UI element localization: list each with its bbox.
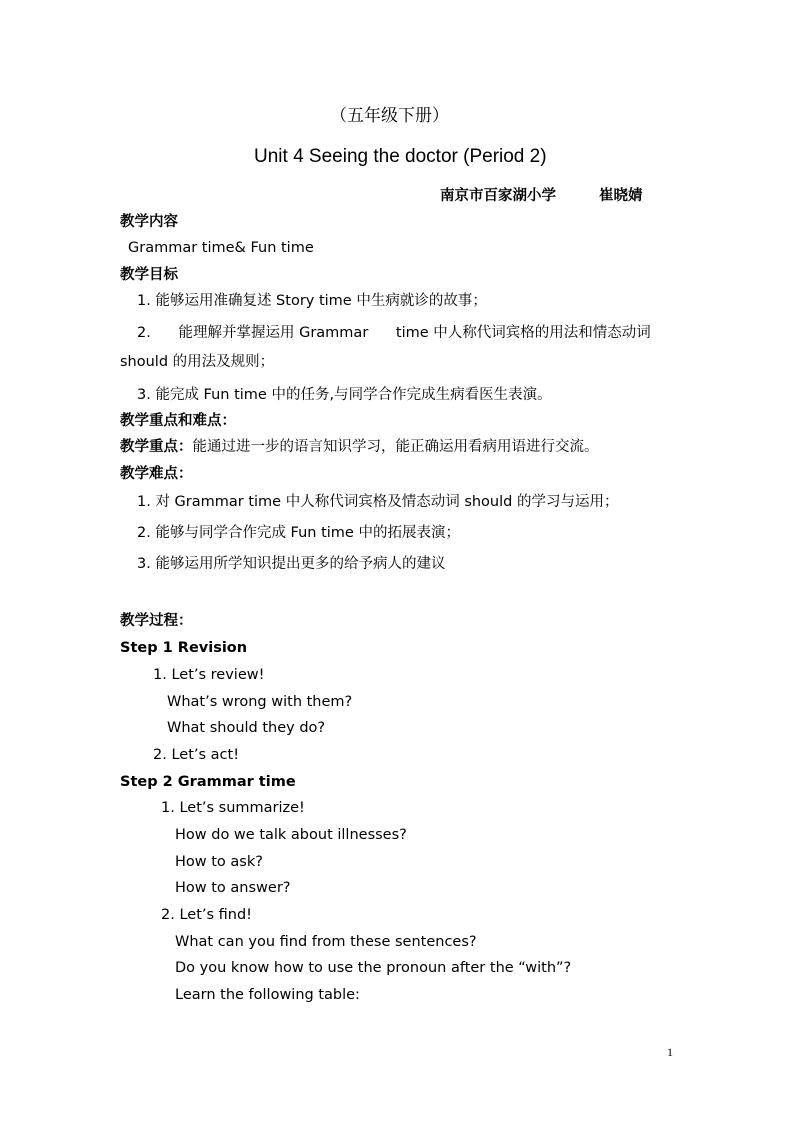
step2-title: Step 2 Grammar time bbox=[120, 774, 296, 790]
process-heading: 教学过程： bbox=[120, 613, 193, 629]
step1-title: Step 1 Revision bbox=[120, 640, 248, 656]
step1-question-2: What should they do? bbox=[167, 720, 326, 736]
step1-item-2: 2. Let’s act! bbox=[153, 747, 240, 763]
step2-item-1: 1. Let’s summarize! bbox=[161, 800, 305, 816]
objective-item-3: 3. 能完成 Fun time 中的任务,与同学合作完成生病看医生表演。 bbox=[137, 387, 552, 403]
objective-item-2-cont: should 的用法及规则； bbox=[120, 354, 275, 370]
step2-item-2: 2. Let’s find! bbox=[161, 907, 252, 923]
step2-question-1: How do we talk about illnesses? bbox=[175, 827, 407, 843]
key-point bbox=[120, 437, 599, 457]
objective-item-2: 2. 能理解并掌握运用 Grammar time 中人称代词宾格的用法和情态动词 bbox=[137, 325, 651, 341]
step1-item-1: 1. Let’s review! bbox=[153, 667, 265, 683]
school-name: 南京市百家湖小学 bbox=[440, 188, 556, 204]
step2-question-5: Do you know how to use the pronoun after the “with”? bbox=[175, 960, 572, 976]
step2-question-2: How to ask? bbox=[175, 854, 263, 870]
objective-item-1: 1. 能够运用准确复述 Story time 中生病就诊的故事； bbox=[137, 293, 487, 309]
step1-question-1: What’s wrong with them? bbox=[167, 694, 353, 710]
page-number: 1 bbox=[667, 1045, 673, 1059]
key-point-label: 教学重点： bbox=[120, 439, 193, 455]
grade-label: （五年级下册） bbox=[330, 106, 449, 126]
step2-question-6: Learn the following table: bbox=[175, 987, 360, 1003]
difficult-item-1: 1. 对 Grammar time 中人称代词宾格及情态动词 should 的学习与运用； bbox=[137, 494, 619, 510]
focus-heading: 教学重点和难点： bbox=[120, 413, 236, 429]
objectives-heading: 教学目标 bbox=[120, 267, 178, 283]
step2-question-3: How to answer? bbox=[175, 880, 291, 896]
content-text: Grammar time& Fun time bbox=[128, 240, 314, 256]
teacher-name: 崔晓婧 bbox=[599, 188, 643, 204]
content-heading: 教学内容 bbox=[120, 214, 178, 230]
key-point-text: 能通过进一步的语言知识学习，能正确运用看病用语进行交流。 bbox=[192, 439, 599, 455]
difficult-heading: 教学难点： bbox=[120, 466, 193, 482]
difficult-item-3: 3. 能够运用所学知识提出更多的给予病人的建议 bbox=[137, 556, 446, 572]
page-title: Unit 4 Seeing the doctor (Period 2) bbox=[254, 146, 547, 167]
step2-question-4: What can you find from these sentences? bbox=[175, 934, 477, 950]
difficult-item-2: 2. 能够与同学合作完成 Fun time 中的拓展表演； bbox=[137, 525, 460, 541]
